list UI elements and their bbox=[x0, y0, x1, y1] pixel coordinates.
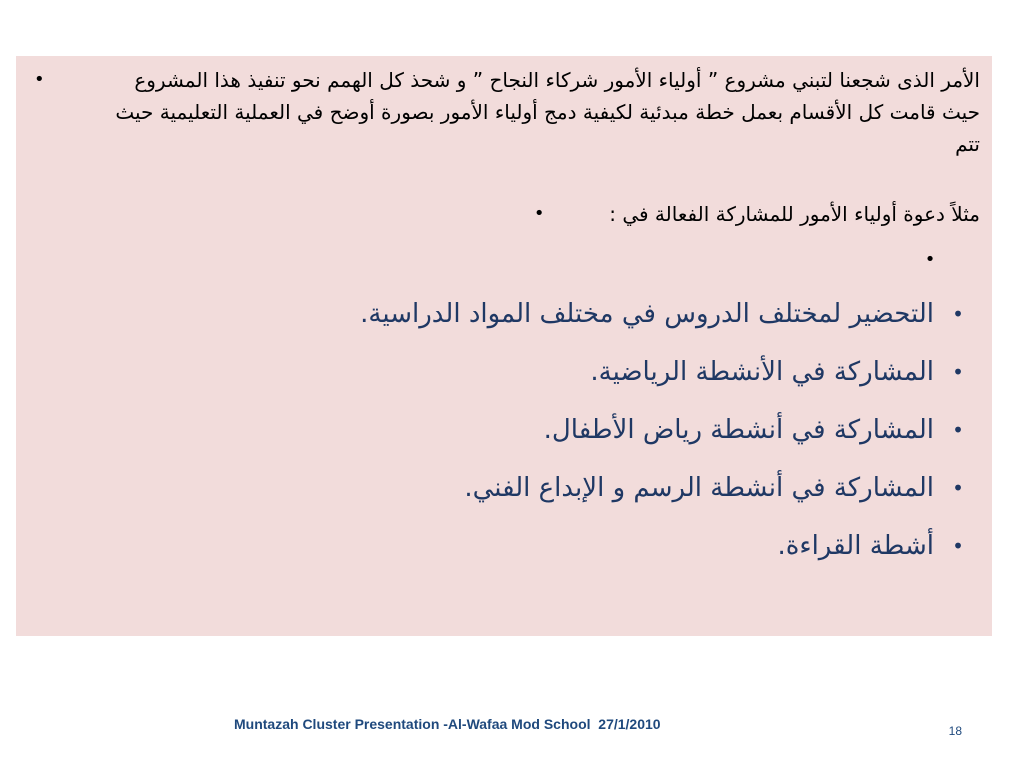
empty-bullet-item bbox=[918, 244, 948, 276]
intro-paragraph-text: الأمر الذى شجعنا لتبني مشروع ” أولياء الأمور شركاء النجاح ” و شحذ كل الهمم نحو تنفيذ هذا المشروع حيث قامت كل الأقسام بعمل خطة مبدئية لكيفية دمج أولياء الأمور بصورة أوضح في العملية التعليمية حيث تتم bbox=[115, 68, 980, 156]
bullet-icon: • bbox=[952, 418, 964, 442]
bullet-icon: • bbox=[952, 476, 964, 500]
bullet-icon: • bbox=[924, 249, 936, 270]
activity-item-text: أشطة القراءة. bbox=[777, 531, 934, 561]
invitation-paragraph bbox=[30, 198, 980, 230]
activity-item-text: المشاركة في الأنشطة الرياضية. bbox=[590, 357, 934, 387]
bullet-icon: • bbox=[952, 534, 964, 558]
bullet-icon: • bbox=[952, 360, 964, 384]
activity-item bbox=[76, 468, 976, 508]
invitation-paragraph-text: مثلاً دعوة أولياء الأمور للمشاركة الفعالة في : bbox=[609, 202, 980, 226]
activity-item-text: المشاركة في أنشطة الرسم و الإبداع الفني. bbox=[464, 473, 934, 503]
activity-item bbox=[76, 410, 976, 450]
bullet-icon: • bbox=[533, 203, 545, 224]
activity-item bbox=[76, 294, 976, 334]
footer-text: Muntazah Cluster Presentation -Al-Wafaa Mod School 27/1/2010 bbox=[234, 716, 661, 732]
intro-paragraph bbox=[30, 64, 980, 160]
activity-item-text: التحضير لمختلف الدروس في مختلف المواد الدراسية. bbox=[360, 299, 934, 329]
page-number: 18 bbox=[948, 724, 962, 738]
bullet-icon: • bbox=[952, 302, 964, 326]
activity-item bbox=[76, 526, 976, 566]
content-box bbox=[16, 56, 992, 636]
activity-item bbox=[76, 352, 976, 392]
bullet-icon: • bbox=[34, 69, 45, 90]
activity-item-text: المشاركة في أنشطة رياض الأطفال. bbox=[543, 415, 934, 445]
